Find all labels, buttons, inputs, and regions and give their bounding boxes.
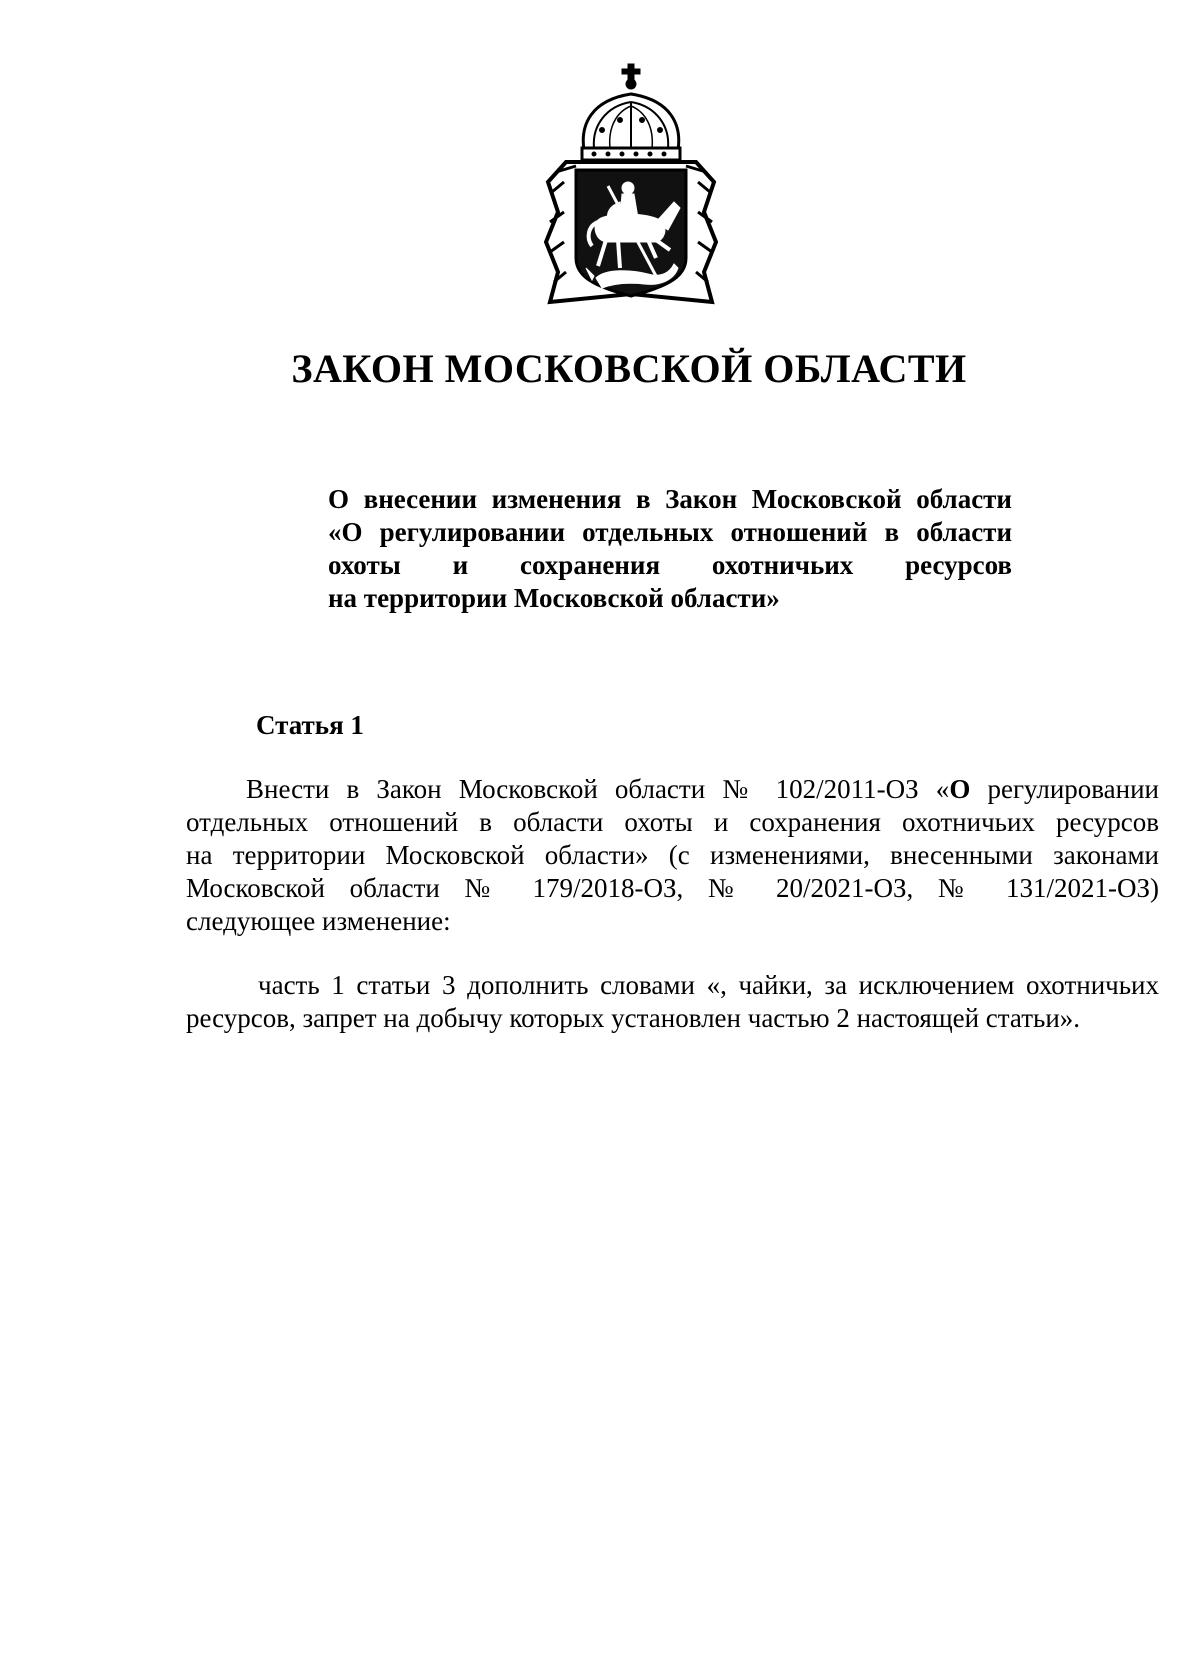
paragraph-text: регулировании [970, 774, 1159, 804]
subject-line: охоты и сохранения охотничьих ресурсов [328, 550, 1012, 580]
law-subject [328, 483, 1012, 615]
paragraph-line: на территории Московской области» (с изменениями, внесенными законами [186, 840, 1159, 870]
paragraph-line: следующее изменение: [186, 906, 451, 936]
subject-line: О внесении изменения в Закон Московской области [328, 484, 1012, 514]
paragraph-line: отдельных отношений в области охоты и сохранения охотничьих ресурсов [186, 807, 1159, 837]
paragraph-line: часть 1 статьи 3 дополнить словами «, чайки, за исключением охотничьих [258, 970, 1159, 1000]
article-paragraph [186, 773, 1159, 938]
subject-line: на территории Московской области» [328, 583, 780, 613]
paragraph-text: Внести в Закон Московской области № 102/2011-ОЗ « [246, 774, 950, 804]
paragraph-line: ресурсов, запрет на добычу которых установлен частью 2 настоящей статьи». [186, 1003, 1081, 1033]
coat-of-arms-icon [536, 62, 726, 310]
article-heading: Статья 1 [256, 710, 364, 740]
document-title: ЗАКОН МОСКОВСКОЙ ОБЛАСТИ [291, 346, 967, 391]
paragraph-text-bold: О [949, 774, 971, 804]
subject-line: «О регулировании отдельных отношений в области [328, 517, 1012, 547]
paragraph-line [186, 773, 1159, 806]
paragraph-line: Московской области № 179/2018-ОЗ, № 20/2021-ОЗ, № 131/2021-ОЗ) [186, 873, 1159, 903]
crown-icon [582, 64, 680, 160]
article-paragraph [186, 969, 1159, 1035]
